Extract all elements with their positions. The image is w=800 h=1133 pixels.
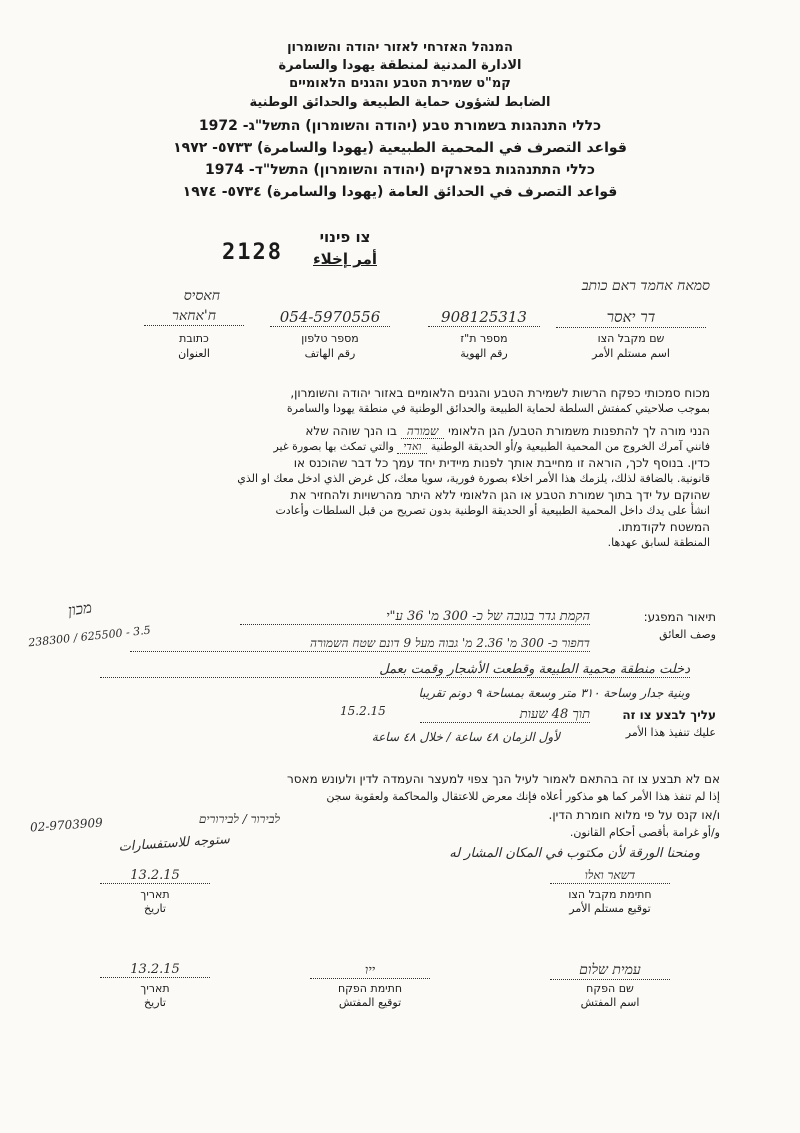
order-number: 2128	[222, 240, 283, 265]
header-regulation-2-he: כללי התתנהגות בפארקים (יהודה והשומרון) התשל"ד- 1974	[205, 162, 595, 178]
label-id-he: מספר ת"ז	[460, 332, 508, 345]
header-authority-he: המנהל האזרחי לאזור יהודה והשומרון	[287, 40, 513, 55]
label-phone-ar: رقم الهاتف	[304, 347, 356, 360]
body-p3-fill: ואדי	[397, 440, 427, 454]
violation-label-he: תיאור המפגע:	[643, 610, 716, 624]
handwritten-phone: 02-9703909	[29, 815, 104, 835]
label-name-ar: اسم مستلم الأمر	[592, 347, 670, 360]
coordinates-note: 238300 / 625500 - 3.5	[27, 623, 152, 650]
recipient-date-label-he: תאריך	[140, 888, 170, 901]
body-p4-he: כדין. בנוסף לכך, הוראה זו מחייבת אותך לפנות מיידית יחד עמך כל דבר שהוכנס או	[293, 456, 710, 470]
body-p8-he: המשטח לקודמתו.	[617, 520, 710, 534]
label-address-ar: العنوان	[178, 347, 210, 360]
inspector-name-label-he: שם הפקח	[586, 982, 634, 995]
inspector-sig-label-ar: توقيع المفتش	[338, 996, 402, 1009]
recipient-sig-label-ar: توقيع مستلم الأمر	[569, 902, 651, 915]
handwritten-note-2: ستوجه للاستفسارات	[118, 832, 231, 855]
inspector-date-label-he: תאריך	[140, 982, 170, 995]
deadline-date: 15.2.15	[340, 704, 386, 718]
handwritten-note-3: ومنحنا الورقة لأن مكتوب في المكان المشار له	[449, 846, 700, 861]
recipient-sig-label-he: חתימת מקבל הצו	[568, 888, 652, 901]
label-phone-he: מספר טלפון	[301, 332, 359, 345]
header-regulation-1-he: כללי התנהגות בשמורת טבע (יהודה והשומרון) התשל"ג- 1972	[198, 118, 602, 134]
inspector-date-label-ar: تاريخ	[144, 996, 166, 1009]
recipient-name-extra: סמאח אחמד ראם כותב	[581, 278, 710, 294]
violation-label-ar: وصف العائق	[659, 628, 716, 641]
violation-desc-1: הקמת גדר בגובה של כ- 300 מ' 36 ע"י	[240, 608, 590, 625]
body-p2-he-cont: בו הנך שוהה שלא	[305, 424, 397, 438]
body-p1-he: מכוח סמכותי כפקח הרשות לשמירת הטבע והגנים הלאומיים באזור יהודה והשומרון,	[290, 386, 710, 400]
recipient-phone: 054-5970556	[270, 308, 390, 327]
violation-desc-4: وبنية جدار وساحة ٣١٠ متر وسعة بمساحة ٩ دونم تقريبا	[418, 686, 690, 700]
body-p5-ar: قانونية. بالضافة لذلك، يلزمك هذا الأمر اخلاء بصورة فورية، سويا معك، كل غرض الذي ادخل معك او الذي	[237, 472, 710, 485]
recipient-id: 908125313	[428, 308, 540, 327]
recipient-address: ח'אחאר	[144, 308, 244, 326]
margin-note: מכון	[66, 598, 93, 620]
inspector-sign-date: 13.2.15	[100, 962, 210, 978]
body-p3-ar-cont: والتي تمكث بها بصورة غير	[273, 440, 394, 453]
body-p6-he: שהוקם על ידך בתוך שמורת הטבע או הגן הלאומי ללא היתר מהרשויות ולהחזיר את	[290, 488, 710, 502]
body-p2-he: הנני מורה לך להתפנות משמורת הטבע/ הגן הלאומי	[448, 424, 710, 438]
body-p2-line	[120, 423, 710, 439]
recipient-name: דר יאסר	[556, 308, 706, 328]
order-title-he: צו פינוי	[319, 228, 371, 246]
body-p7-ar: انشأ على يدك داخل المحمية الطبيعية أو الحديقة الوطنية بدون تصريح من قبل السلطات وأعادت	[275, 504, 710, 517]
recipient-date-label-ar: تاريخ	[144, 902, 166, 915]
deadline-value-he: תוך 48 שעות	[420, 706, 590, 723]
order-title-ar: أمر إخلاء	[313, 250, 377, 268]
warning-he-2: ו/או קנס על פי מלוא חומרת הדין.	[548, 808, 720, 822]
body-p9-ar: المنطقة لسابق عهدها.	[607, 536, 710, 549]
warning-ar-1: إذا لم تنفذ هذا الأمر كما هو مذكور أعلاه فإنك معرض للاعتقال والمحاكمة ولعقوبة سجن	[326, 790, 720, 803]
body-p3-line	[120, 439, 710, 455]
recipient-address-extra: חאסיס	[183, 288, 220, 304]
body-text	[120, 385, 710, 551]
deadline-value-ar: لأول الزمان ٤٨ ساعة / خلال ٤٨ ساعة	[371, 730, 560, 744]
inspector-signature: ייו	[310, 962, 430, 979]
inspector-name-label-ar: اسم المفتش	[580, 996, 640, 1009]
violation-desc-2: דחפור כ- 300 מ' 2.36 מ' גבוה מעל 9 דונם שטח השמורה	[130, 636, 590, 652]
label-name-he: שם מקבל הצו	[597, 332, 665, 345]
body-p2-fill: שמורה	[401, 424, 445, 439]
label-address-he: כתובת	[179, 332, 209, 345]
deadline-label-he: עליך לבצע צו זה	[622, 708, 716, 722]
warning-ar-2: و/أو غرامة بأقصى أحكام القانون.	[569, 826, 720, 839]
header-authority-ar: الادارة المدنية لمنطقة يهودا والسامرة	[278, 58, 522, 73]
body-p1-ar: بموجب صلاحيتي كمفتش السلطة لحماية الطبيعة والحدائق الوطنية في منطقة يهودا والسامرة	[286, 402, 710, 415]
violation-desc-3: دخلت منطقة محمية الطبيعة وقطعت الأشجار وقمت بعمل	[100, 662, 690, 678]
handwritten-note-1: לבירור / לבירורים	[198, 812, 280, 826]
warning-he-1: אם לא תבצע צו זה בהתאם לאמור לעיל הנך צפוי למעצר והעמדה לדין ולעונש מאסר	[286, 772, 720, 786]
recipient-sign-date: 13.2.15	[100, 868, 210, 884]
label-id-ar: رقم الهوية	[460, 347, 508, 360]
header-unit-he: קמ"ט שמירת הטבע והגנים הלאומיים	[289, 76, 511, 91]
body-p3-ar: فانني آمرك الخروج من المحمية الطبيعية و/أو الحديقة الوطنية	[430, 440, 710, 453]
header-regulation-2-ar: قواعد التصرف في الحدائق العامة (يهودا والسامرة) ٥٧٣٤- ١٩٧٤	[182, 184, 618, 200]
header-regulation-1-ar: قواعد التصرف في المحمية الطبيعية (يهودا والسامرة) ٥٧٣٣- ١٩٧٢	[173, 140, 627, 156]
deadline-label-ar: عليك تنفيذ هذا الأمر	[625, 726, 716, 739]
inspector-sig-label-he: חתימת הפקח	[337, 982, 403, 995]
header-unit-ar: الضابط لشؤون حماية الطبيعة والحدائق الوطنية	[249, 95, 551, 110]
recipient-signature: דשאר ואלו	[550, 868, 670, 884]
inspector-name: עמית שלום	[550, 962, 670, 980]
